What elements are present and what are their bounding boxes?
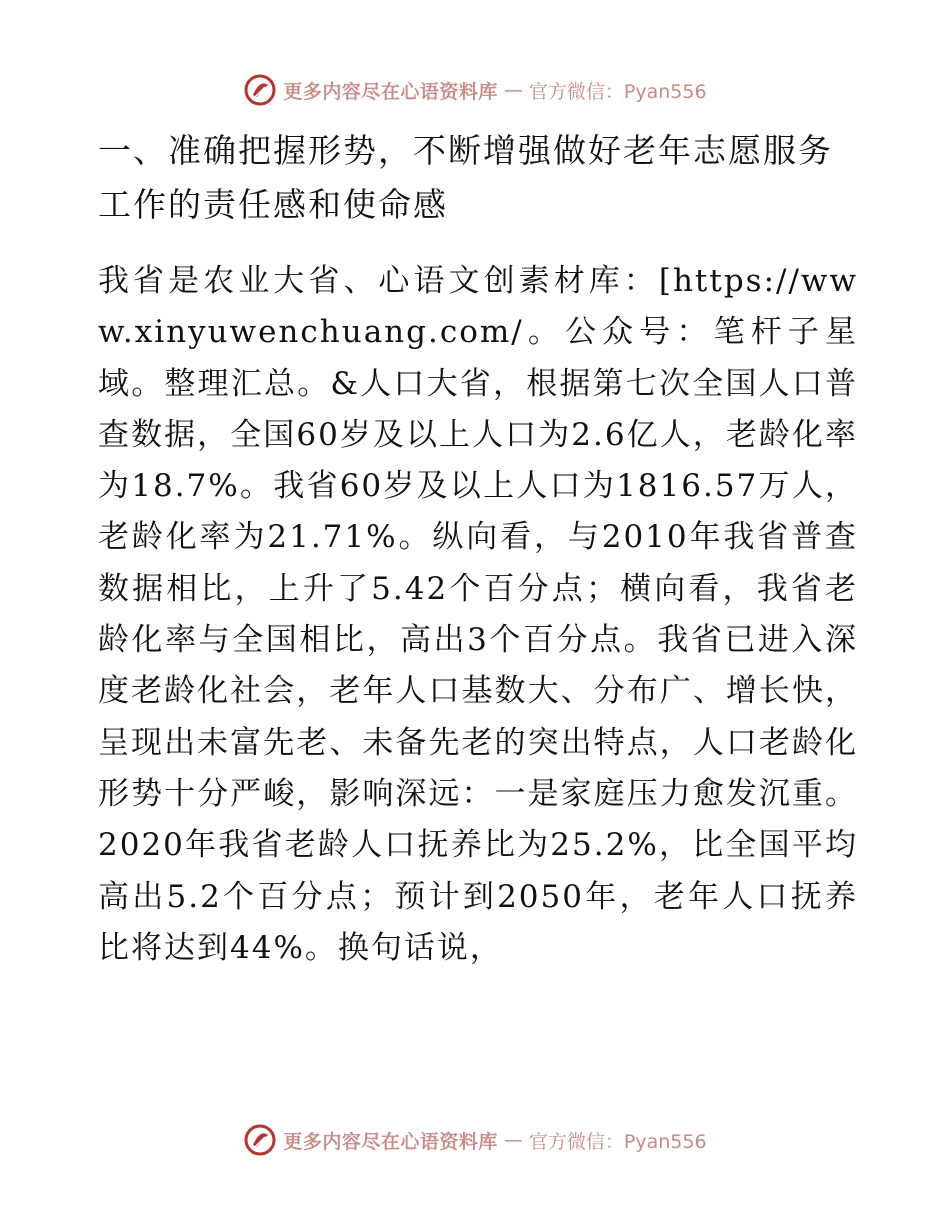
red-seal-logo-icon [243,1123,277,1157]
red-seal-logo-icon [243,73,277,107]
watermark-account: 官方微信：Pyan556 [528,1130,707,1153]
watermark-brand: 更多内容尽在心语资料库 [283,1130,498,1153]
body-paragraph: 我省是农业大省、心语文创素材库：[https://www.xinyuwenchuang.com/。公众号：笔杆子星域。整理汇总。&人口大省，根据第七次全国人口普查数据，全国60岁及以上人口为2.6亿人，老龄化率为18.7%。我省60岁及以上人口为1816.57万人，老龄化率为21.71%。纵向看，与2010年我省普查数据相比，上升了5.42个百分点；横向看，我省老龄化率与全国相比，高出3个百分点。我省已进入深度老龄化社会，老年人口基数大、分布广、增长快，呈现出未富先老、未备先老的突出特点，人口老龄化形势十分严峻，影响深远：一是家庭压力愈发沉重。2020年我省老龄人口抚养比为25.2%，比全国平均高出5.2个百分点；预计到2050年，老年人口抚养比将达到44%。换句话说， [98,263,858,966]
header-watermark [0,70,950,110]
watermark-account: 官方微信：Pyan556 [528,80,707,103]
footer-watermark [0,1120,950,1160]
watermark-brand: 更多内容尽在心语资料库 [283,80,498,103]
section-heading: 一、准确把握形势，不断增强做好老年志愿服务工作的责任感和使命感 [98,131,833,224]
watermark-separator: — [503,79,523,101]
watermark-separator: — [503,1129,523,1151]
